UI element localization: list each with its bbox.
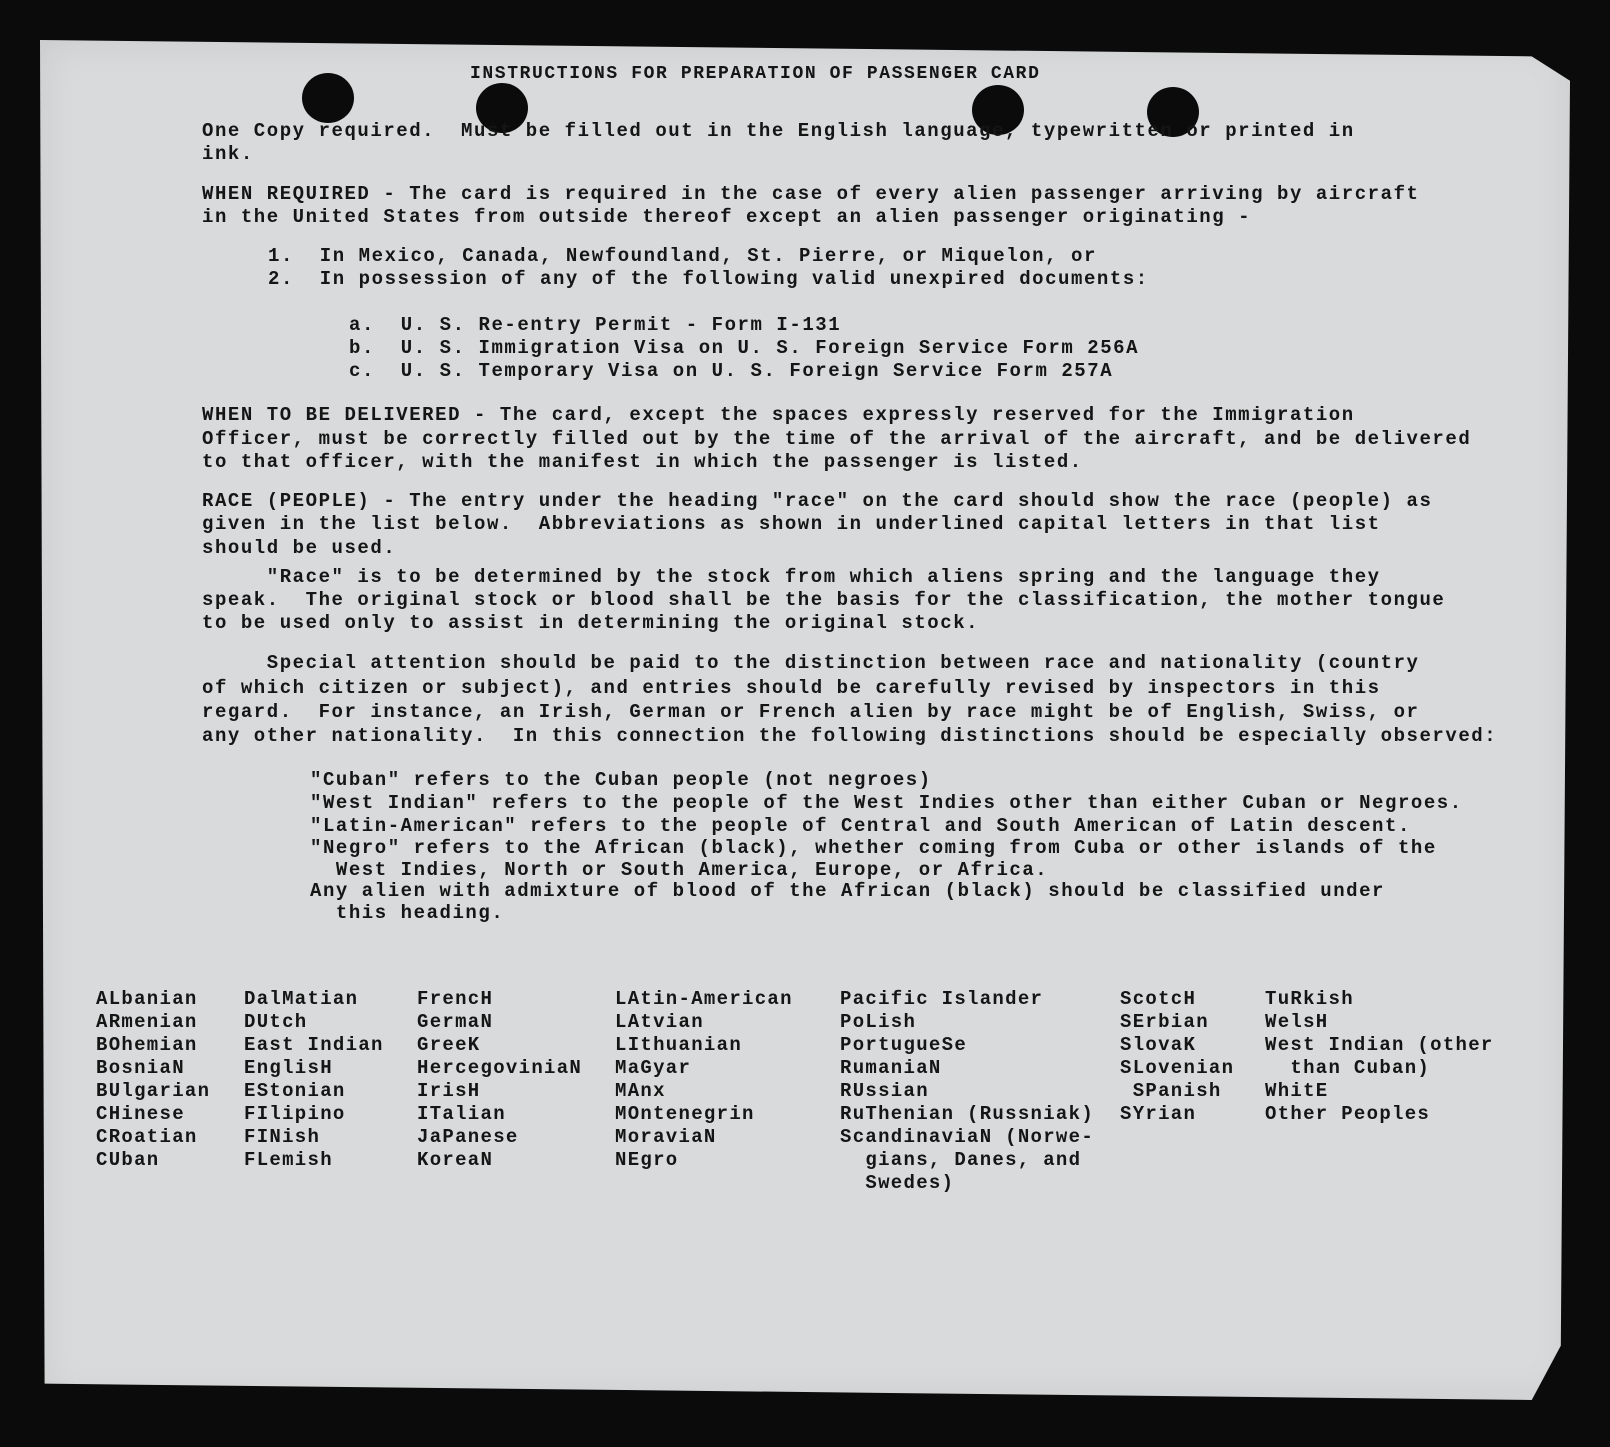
special-attention-line-2: of which citizen or subject), and entries should be carefully revised by inspectors in this xyxy=(202,677,1381,699)
race-column-3 xyxy=(417,988,582,1172)
race-column-6 xyxy=(1120,988,1234,1126)
race-entry: RuThenian (Russniak) xyxy=(840,1103,1095,1125)
race-entry: gians, Danes, and xyxy=(840,1149,1082,1171)
race-entry: GreeK xyxy=(417,1034,481,1056)
origin-condition-1: 1. In Mexico, Canada, Newfoundland, St. Pierre, or Miquelon, or xyxy=(268,245,1097,267)
race-entry: GermaN xyxy=(417,1011,494,1033)
race-entry: BosniaN xyxy=(96,1057,185,1079)
race-entry: SYrian xyxy=(1120,1103,1197,1125)
when-delivered-line-3: to that officer, with the manifest in which the passenger is listed. xyxy=(202,451,1083,473)
race-entry: BOhemian xyxy=(96,1034,198,1056)
special-attention-line-1: Special attention should be paid to the distinction between race and nationality (country xyxy=(202,652,1420,674)
race-entry: RUssian xyxy=(840,1080,929,1102)
race-people-line-2: given in the list below. Abbreviations as shown in underlined capital letters in that list xyxy=(202,513,1381,535)
race-entry: FLemish xyxy=(244,1149,333,1171)
race-entry: LAtvian xyxy=(615,1011,704,1033)
when-delivered-line-1: WHEN TO BE DELIVERED - The card, except the spaces expressly reserved for the Immigration xyxy=(202,404,1355,426)
race-entry: MAnx xyxy=(615,1080,666,1102)
race-people-line-3: should be used. xyxy=(202,537,397,559)
race-column-5 xyxy=(840,988,1094,1195)
race-entry: MoraviaN xyxy=(615,1126,717,1148)
race-entry: CRoatian xyxy=(96,1126,198,1148)
race-entry: TuRkish xyxy=(1265,988,1354,1010)
race-entry: Pacific Islander xyxy=(840,988,1044,1010)
race-entry: Other Peoples xyxy=(1265,1103,1431,1125)
document-c: c. U. S. Temporary Visa on U. S. Foreign Service Form 257A xyxy=(349,360,1114,382)
distinction-line-7: this heading. xyxy=(310,902,505,924)
race-entry: CUban xyxy=(96,1149,160,1171)
document-a: a. U. S. Re-entry Permit - Form I-131 xyxy=(349,314,842,336)
distinction-line-6: Any alien with admixture of blood of the African (black) should be classified under xyxy=(310,880,1386,902)
race-entry: LIthuanian xyxy=(615,1034,743,1056)
race-entry: SErbian xyxy=(1120,1011,1209,1033)
race-entry: than Cuban) xyxy=(1265,1057,1431,1079)
race-entry: ScandinaviaN (Norwe- xyxy=(840,1126,1095,1148)
race-entry: IrisH xyxy=(417,1080,481,1102)
race-column-2 xyxy=(244,988,384,1172)
when-required-line-1: WHEN REQUIRED - The card is required in the case of every alien passenger arriving by aircraft xyxy=(202,183,1420,205)
race-entry: EStonian xyxy=(244,1080,346,1102)
distinction-line-3: "Latin-American" refers to the people of Central and South American of Latin descent. xyxy=(310,815,1411,837)
race-column-7 xyxy=(1265,988,1494,1126)
special-attention-line-4: any other nationality. In this connection the following distinctions should be especially observed: xyxy=(202,725,1498,747)
distinction-line-1: "Cuban" refers to the Cuban people (not negroes) xyxy=(310,769,932,791)
special-attention-line-3: regard. For instance, an Irish, German or French alien by race might be of English, Swiss, or xyxy=(202,701,1420,723)
when-delivered-line-2: Officer, must be correctly filled out by the time of the arrival of the aircraft, and be delivered xyxy=(202,428,1472,450)
race-entry: KoreaN xyxy=(417,1149,494,1171)
race-entry: WelsH xyxy=(1265,1011,1329,1033)
race-entry: PortugueSe xyxy=(840,1034,968,1056)
race-people-line-1: RACE (PEOPLE) - The entry under the heading "race" on the card should show the race (people) as xyxy=(202,490,1433,512)
race-entry: FIlipino xyxy=(244,1103,346,1125)
intro-line-2: ink. xyxy=(202,143,254,165)
race-entry: LAtin-American xyxy=(615,988,793,1010)
race-column-1 xyxy=(96,988,210,1172)
race-entry: PoLish xyxy=(840,1011,917,1033)
race-entry: SLovenian xyxy=(1120,1057,1235,1079)
race-entry: West Indian (other xyxy=(1265,1034,1494,1056)
distinction-line-5: West Indies, North or South America, Europe, or Africa. xyxy=(310,859,1049,881)
race-entry: ScotcH xyxy=(1120,988,1197,1010)
race-entry: CHinese xyxy=(96,1103,185,1125)
race-entry: SlovaK xyxy=(1120,1034,1197,1056)
race-entry: EnglisH xyxy=(244,1057,333,1079)
race-entry: MOntenegrin xyxy=(615,1103,755,1125)
race-entry: HercegoviniaN xyxy=(417,1057,583,1079)
race-entry: DalMatian xyxy=(244,988,359,1010)
race-definition-line-2: speak. The original stock or blood shall be the basis for the classification, the mother tongue xyxy=(202,589,1446,611)
race-entry: ARmenian xyxy=(96,1011,198,1033)
race-entry: JaPanese xyxy=(417,1126,519,1148)
race-entry: DUtch xyxy=(244,1011,308,1033)
intro-line-1: One Copy required. Must be filled out in the English language, typewritten or printed in xyxy=(202,120,1355,142)
document-b: b. U. S. Immigration Visa on U. S. Foreign Service Form 256A xyxy=(349,337,1140,359)
race-definition-line-1: "Race" is to be determined by the stock from which aliens spring and the language they xyxy=(202,566,1381,588)
race-definition-line-3: to be used only to assist in determining the original stock. xyxy=(202,612,980,634)
race-entry: MaGyar xyxy=(615,1057,692,1079)
page-title: INSTRUCTIONS FOR PREPARATION OF PASSENGER CARD xyxy=(470,64,1041,84)
race-entry: BUlgarian xyxy=(96,1080,211,1102)
race-entry: RumaniaN xyxy=(840,1057,942,1079)
race-entry: Swedes) xyxy=(840,1172,955,1194)
distinction-line-4: "Negro" refers to the African (black), whether coming from Cuba or other islands of the xyxy=(310,837,1437,859)
race-entry: ITalian xyxy=(417,1103,506,1125)
race-entry: ALbanian xyxy=(96,988,198,1010)
when-required-line-2: in the United States from outside thereof except an alien passenger originating - xyxy=(202,206,1252,228)
race-entry: East Indian xyxy=(244,1034,384,1056)
origin-condition-2: 2. In possession of any of the following valid unexpired documents: xyxy=(268,268,1149,290)
race-column-4 xyxy=(615,988,793,1172)
race-entry: FrencH xyxy=(417,988,494,1010)
punch-hole xyxy=(302,73,354,123)
race-entry: WhitE xyxy=(1265,1080,1329,1102)
race-entry: FINish xyxy=(244,1126,321,1148)
race-entry: SPanish xyxy=(1120,1080,1222,1102)
race-entry: NEgro xyxy=(615,1149,679,1171)
distinction-line-2: "West Indian" refers to the people of the West Indies other than either Cuban or Negroes. xyxy=(310,792,1463,814)
